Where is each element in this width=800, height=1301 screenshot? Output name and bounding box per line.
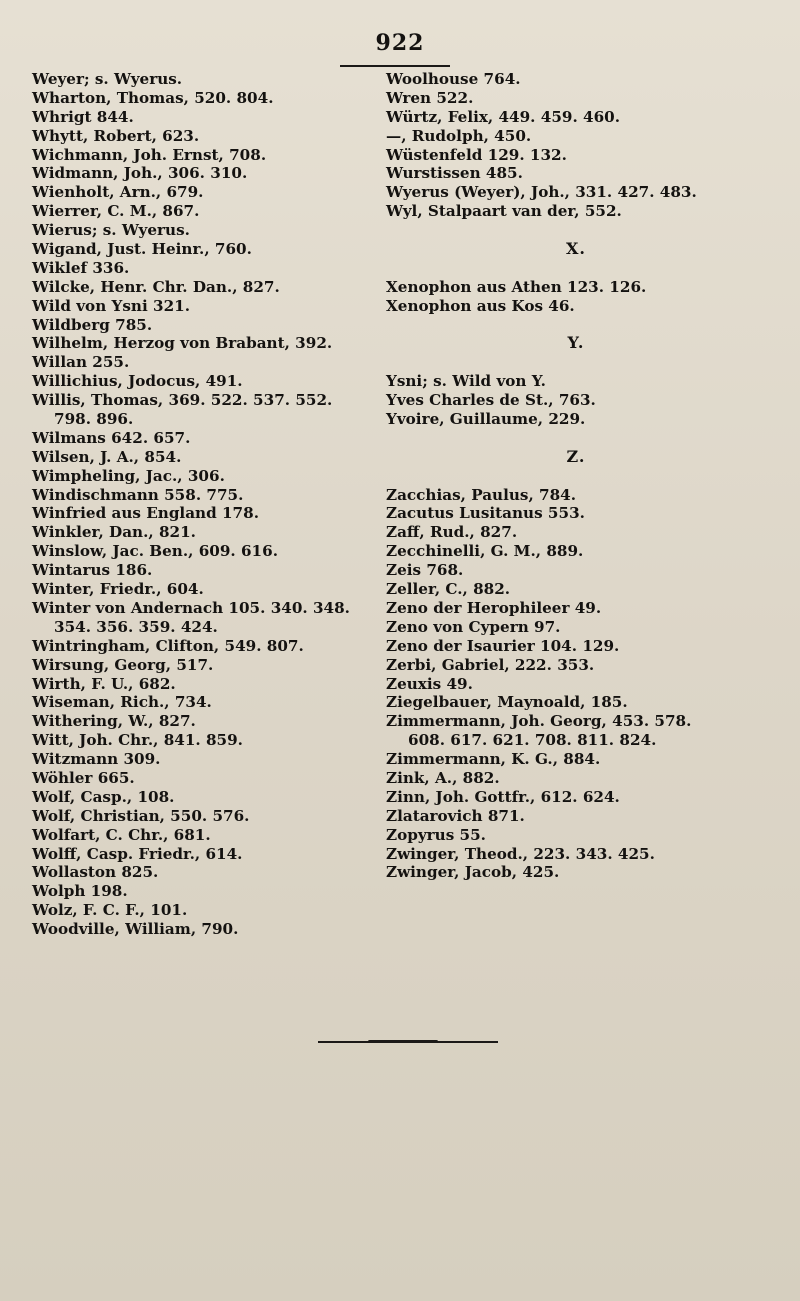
index-entry: Zwinger, Theod., 223. 343. 425. xyxy=(386,844,655,863)
index-entry: Witt, Joh. Chr., 841. 859. xyxy=(32,731,243,750)
index-entry: Wigand, Just. Heinr., 760. xyxy=(32,240,252,259)
index-entry: Wierus; s. Wyerus. xyxy=(32,221,190,240)
index-entry: Zeno der Isaurier 104. 129. xyxy=(386,636,620,655)
index-entry-continuation: 608. 617. 621. 708. 811. 824. xyxy=(408,731,657,750)
index-entry: Zinn, Joh. Gottfr., 612. 624. xyxy=(386,787,620,806)
index-entry: Wyerus (Weyer), Joh., 331. 427. 483. xyxy=(386,183,697,202)
index-entry: Wyl, Stalpaart van der, 552. xyxy=(386,202,622,221)
index-entry: Xenophon aus Athen 123. 126. xyxy=(386,277,647,296)
index-entry: Wilcke, Henr. Chr. Dan., 827. xyxy=(32,277,280,296)
index-entry: Zeller, C., 882. xyxy=(386,580,511,599)
index-entry: Wirsung, Georg, 517. xyxy=(32,655,214,674)
section-heading-y: Y. xyxy=(567,333,585,353)
index-entry: Wolz, F. C. F., 101. xyxy=(32,901,188,920)
section-gap xyxy=(386,316,766,335)
index-entry: Zeno von Cypern 97. xyxy=(386,617,561,636)
right-column xyxy=(386,70,766,882)
index-entry: Zeuxis 49. xyxy=(386,674,473,693)
index-entry: Zopyrus 55. xyxy=(386,825,486,844)
index-entry: Wilhelm, Herzog von Brabant, 392. xyxy=(32,334,333,353)
index-entry: Ziegelbauer, Maynoald, 185. xyxy=(386,693,628,712)
index-entry: Woolhouse 764. xyxy=(386,70,521,88)
index-entry: Wolfart, C. Chr., 681. xyxy=(32,825,211,844)
index-entry: Wilsen, J. A., 854. xyxy=(32,447,182,466)
left-column xyxy=(32,70,382,939)
index-entry: Wolf, Casp., 108. xyxy=(32,787,175,806)
page-number: 922 xyxy=(375,30,425,56)
index-entry: Whrigt 844. xyxy=(32,107,134,126)
index-entry: Xenophon aus Kos 46. xyxy=(386,296,575,315)
index-entry: Ysni; s. Wild von Y. xyxy=(386,372,546,391)
index-entry: Zecchinelli, G. M., 889. xyxy=(386,542,584,561)
section-gap xyxy=(386,221,766,240)
index-entry: Whytt, Robert, 623. xyxy=(32,126,200,145)
index-entry: Wüstenfeld 129. 132. xyxy=(386,145,567,164)
index-entry: Wolf, Christian, 550. 576. xyxy=(32,806,250,825)
index-entry: Wollaston 825. xyxy=(32,863,159,882)
index-entry: Zeis 768. xyxy=(386,561,464,580)
index-entry: Willan 255. xyxy=(32,353,130,372)
index-entry: Woodville, William, 790. xyxy=(32,920,239,939)
index-entry: Winter, Friedr., 604. xyxy=(32,580,204,599)
index-entry: Wildberg 785. xyxy=(32,315,153,334)
section-gap xyxy=(386,353,766,372)
index-entry: Witzmann 309. xyxy=(32,750,161,769)
index-entry: Winter von Andernach 105. 340. 348. xyxy=(32,598,350,617)
index-entry: Zimmermann, K. G., 884. xyxy=(386,750,601,769)
index-entry: Zaff, Rud., 827. xyxy=(386,523,518,542)
index-entry: Zacchias, Paulus, 784. xyxy=(386,485,577,504)
index-entry: Wolph 198. xyxy=(32,882,128,901)
index-entry: Zink, A., 882. xyxy=(386,768,500,787)
index-entry: Wolff, Casp. Friedr., 614. xyxy=(32,844,243,863)
index-entry: Wimpheling, Jac., 306. xyxy=(32,466,225,485)
section-gap xyxy=(386,429,766,448)
index-entry: Wierrer, C. M., 867. xyxy=(32,202,200,221)
index-entry: Wichmann, Joh. Ernst, 708. xyxy=(32,145,267,164)
index-entry: Würtz, Felix, 449. 459. 460. xyxy=(386,107,621,126)
index-entry: Willichius, Jodocus, 491. xyxy=(32,372,243,391)
index-entry: Wiklef 336. xyxy=(32,258,130,277)
index-entry: Wurstissen 485. xyxy=(386,164,523,183)
index-entry: Wintringham, Clifton, 549. 807. xyxy=(32,636,304,655)
index-entry: Willis, Thomas, 369. 522. 537. 552. xyxy=(32,391,333,410)
index-entry-continuation: 354. 356. 359. 424. xyxy=(54,617,218,636)
index-entry: Winfried aus England 178. xyxy=(32,504,259,523)
index-entry: Zacutus Lusitanus 553. xyxy=(386,504,585,523)
section-heading-z: Z. xyxy=(566,446,586,466)
index-entry: Wiseman, Rich., 734. xyxy=(32,693,212,712)
index-entry: Winkler, Dan., 821. xyxy=(32,523,196,542)
index-entry: Wöhler 665. xyxy=(32,768,135,787)
index-entry: Wilmans 642. 657. xyxy=(32,428,191,447)
index-entry: Wren 522. xyxy=(386,88,474,107)
section-gap xyxy=(386,259,766,278)
index-entry: Windischmann 558. 775. xyxy=(32,485,244,504)
section-heading-x: X. xyxy=(566,239,586,259)
index-entry: Wirth, F. U., 682. xyxy=(32,674,176,693)
section-gap xyxy=(386,467,766,486)
index-entry: —, Rudolph, 450. xyxy=(386,126,532,145)
index-entry: Yves Charles de St., 763. xyxy=(386,391,596,410)
index-entry: Withering, W., 827. xyxy=(32,712,196,731)
index-entry: Zerbi, Gabriel, 222. 353. xyxy=(386,655,595,674)
index-entry: Yvoire, Guillaume, 229. xyxy=(386,410,586,429)
index-entry: Zlatarovich 871. xyxy=(386,806,525,825)
index-entry: Wintarus 186. xyxy=(32,561,153,580)
index-entry: Zeno der Herophileer 49. xyxy=(386,598,602,617)
index-entry: Zimmermann, Joh. Georg, 453. 578. xyxy=(386,712,692,731)
index-entry: Wharton, Thomas, 520. 804. xyxy=(32,88,274,107)
end-rule xyxy=(318,1041,498,1043)
index-entry: Wild von Ysni 321. xyxy=(32,296,191,315)
index-entry: Winslow, Jac. Ben., 609. 616. xyxy=(32,542,278,561)
index-entry: Zwinger, Jacob, 425. xyxy=(386,863,560,882)
index-entry-continuation: 798. 896. xyxy=(54,410,134,429)
index-entry: Weyer; s. Wyerus. xyxy=(32,70,183,88)
header-rule xyxy=(340,65,450,67)
index-entry: Wienholt, Arn., 679. xyxy=(32,183,204,202)
index-entry: Widmann, Joh., 306. 310. xyxy=(32,164,248,183)
